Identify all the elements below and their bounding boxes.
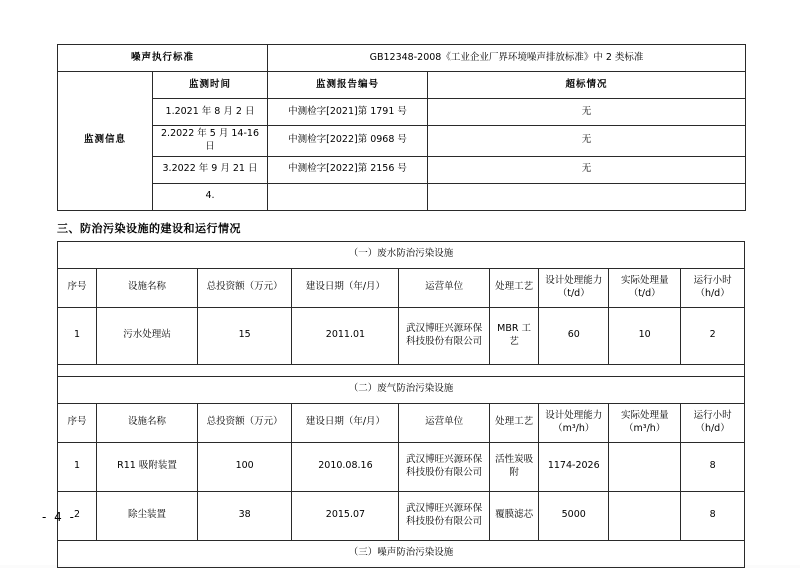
monitoring-time: 1.2021 年 8 月 2 日 (153, 99, 268, 126)
cell-investment: 100 (197, 442, 292, 491)
cell-build-date: 2010.08.16 (292, 442, 399, 491)
cell-process: 活性炭吸附 (489, 442, 538, 491)
table-row (58, 72, 746, 99)
cell-actual-volume (609, 491, 681, 540)
cell-investment: 38 (197, 491, 292, 540)
col-header-index: 序号 (58, 403, 97, 442)
monitoring-header-exceed: 超标情况 (428, 72, 746, 99)
col-header-build-date: 建设日期（年/月） (292, 268, 399, 307)
cell-actual-volume (609, 442, 681, 491)
col-header-design-capacity: 设计处理能力（m³/h） (539, 403, 609, 442)
cell-run-hours: 8 (681, 491, 745, 540)
col-header-actual-volume: 实际处理量（t/d） (609, 268, 681, 307)
monitoring-time: 3.2022 年 9 月 21 日 (153, 156, 268, 183)
table-row (58, 376, 745, 403)
cell-actual-volume: 10 (609, 307, 681, 364)
monitoring-exceed (428, 183, 746, 210)
table-row (58, 156, 746, 183)
page-number: - 4 - (42, 510, 76, 524)
cell-operator: 武汉博旺兴源环保科技股份有限公司 (399, 307, 490, 364)
cell-design-capacity: 1174-2026 (539, 442, 609, 491)
monitoring-exceed: 无 (428, 99, 746, 126)
cell-build-date: 2015.07 (292, 491, 399, 540)
cell-process: 覆膜滤芯 (489, 491, 538, 540)
cell-build-date: 2011.01 (292, 307, 399, 364)
monitoring-report-no: 中测检字[2021]第 1791 号 (268, 99, 428, 126)
cell-operator: 武汉博旺兴源环保科技股份有限公司 (399, 491, 490, 540)
col-header-design-capacity: 设计处理能力（t/d） (539, 268, 609, 307)
monitoring-info-table (57, 44, 746, 211)
table-row (58, 403, 745, 442)
monitoring-header-time: 监测时间 (153, 72, 268, 99)
noise-standard-label: 噪声执行标准 (58, 45, 268, 72)
table-row (58, 99, 746, 126)
cell-run-hours: 8 (681, 442, 745, 491)
cell-operator: 武汉博旺兴源环保科技股份有限公司 (399, 442, 490, 491)
table-row (58, 442, 745, 491)
wastewater-band-label: （一）废水防治污染设施 (58, 241, 745, 268)
wastegas-band-label: （二）废气防治污染设施 (58, 376, 745, 403)
col-header-index: 序号 (58, 268, 97, 307)
cell-process: MBR 工艺 (489, 307, 538, 364)
monitoring-label: 监测信息 (58, 72, 153, 211)
col-header-investment: 总投资额（万元） (197, 268, 292, 307)
col-header-run-hours: 运行小时（h/d） (681, 268, 745, 307)
col-header-facility-name: 设施名称 (97, 268, 198, 307)
cell-investment: 15 (197, 307, 292, 364)
document-content (57, 44, 745, 568)
noise-band-label: （三）噪声防治污染设施 (58, 540, 745, 567)
monitoring-exceed: 无 (428, 156, 746, 183)
col-header-facility-name: 设施名称 (97, 403, 198, 442)
cell-design-capacity: 60 (539, 307, 609, 364)
col-header-process: 处理工艺 (489, 403, 538, 442)
table-row (58, 241, 745, 268)
table-row (58, 126, 746, 157)
monitoring-exceed: 无 (428, 126, 746, 157)
monitoring-report-no: 中测检字[2022]第 0968 号 (268, 126, 428, 157)
monitoring-report-no (268, 183, 428, 210)
pollution-facilities-table (57, 241, 745, 568)
cell-design-capacity: 5000 (539, 491, 609, 540)
monitoring-report-no: 中测检字[2022]第 2156 号 (268, 156, 428, 183)
monitoring-time: 4. (153, 183, 268, 210)
table-row (58, 268, 745, 307)
table-row (58, 45, 746, 72)
col-header-build-date: 建设日期（年/月） (292, 403, 399, 442)
col-header-actual-volume: 实际处理量（m³/h） (609, 403, 681, 442)
table-row (58, 491, 745, 540)
col-header-run-hours: 运行小时（h/d） (681, 403, 745, 442)
monitoring-time: 2.2022 年 5 月 14-16 日 (153, 126, 268, 157)
cell-facility-name: R11 吸附装置 (97, 442, 198, 491)
col-header-operator: 运营单位 (399, 268, 490, 307)
cell-facility-name: 除尘装置 (97, 491, 198, 540)
noise-standard-value: GB12348-2008《工业企业厂界环境噪声排放标准》中 2 类标准 (268, 45, 746, 72)
cell-index: 1 (58, 307, 97, 364)
table-spacer-row (58, 364, 745, 376)
cell-index: 1 (58, 442, 97, 491)
col-header-operator: 运营单位 (399, 403, 490, 442)
table-row (58, 183, 746, 210)
cell-facility-name: 污水处理站 (97, 307, 198, 364)
cell-run-hours: 2 (681, 307, 745, 364)
table-row (58, 540, 745, 567)
col-header-investment: 总投资额（万元） (197, 403, 292, 442)
col-header-process: 处理工艺 (489, 268, 538, 307)
cell-index: 2 (58, 491, 97, 540)
page-title: 三、防治污染设施的建设和运行情况 (57, 221, 241, 235)
table-row (58, 307, 745, 364)
monitoring-header-report-no: 监测报告编号 (268, 72, 428, 99)
